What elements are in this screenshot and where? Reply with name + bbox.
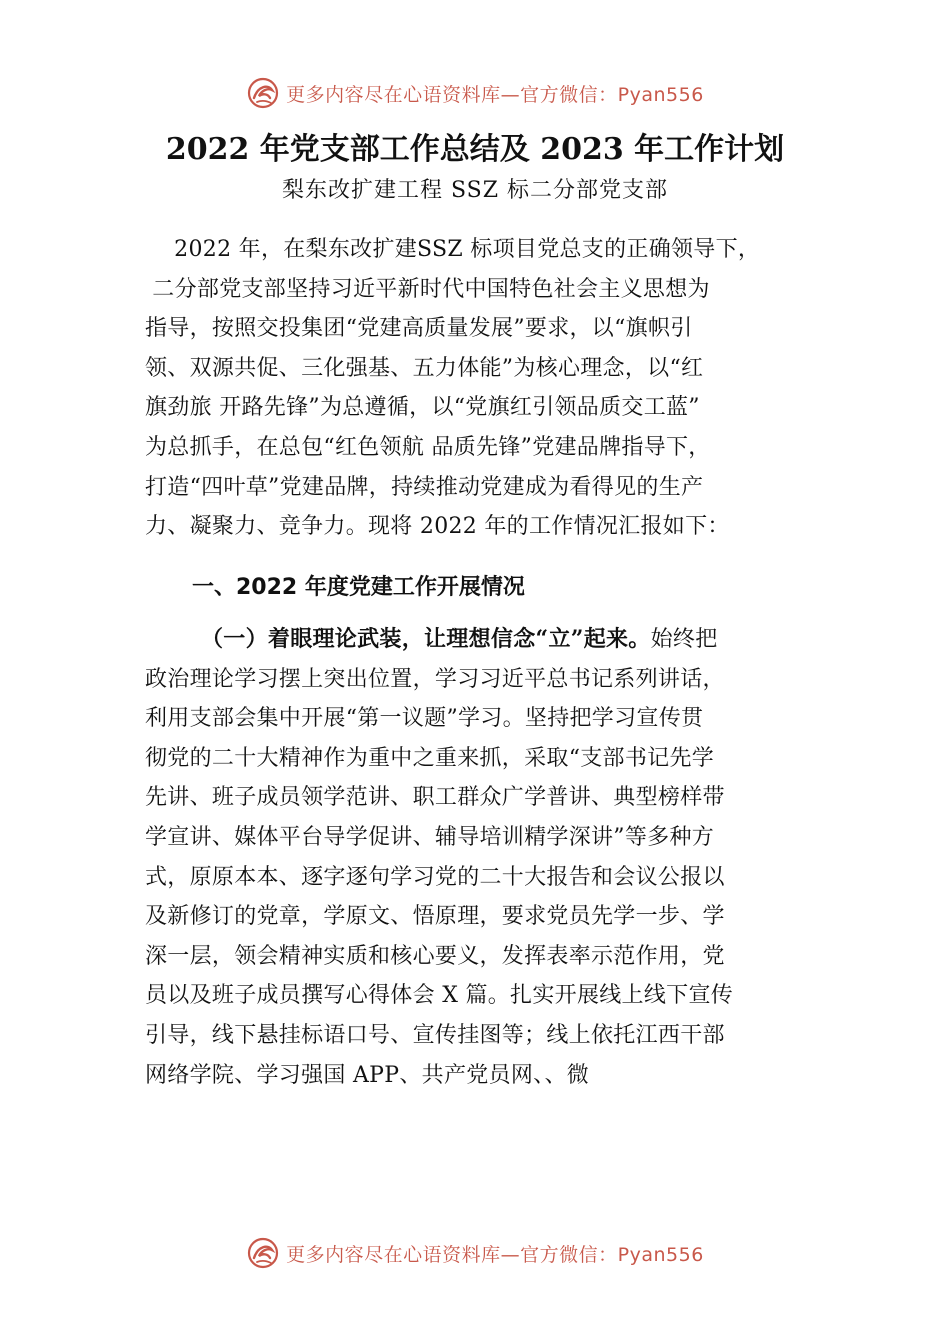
document-title: 2022 年党支部工作总结及 2023 年工作计划 <box>165 132 785 167</box>
swirl-logo-icon <box>246 76 280 110</box>
paragraph-line: 指导，按照交投集团“党建高质量发展”要求，以“旗帜引 <box>145 316 693 342</box>
paragraph-line: 式，原原本本、逐字逐句学习党的二十大报告和会议公报以 <box>145 864 725 890</box>
paragraph-line: 员以及班子成员撰写心得体会 X 篇。扎实开展线上线下宣传 <box>145 983 734 1009</box>
paragraph-line: 领、双源共促、三化强基、五力体能”为核心理念，以“红 <box>145 355 704 381</box>
section-heading: 一、2022 年度党建工作开展情况 <box>192 575 525 600</box>
watermark-text: 更多内容尽在心语资料库—官方微信：Pyan556 <box>286 1243 704 1266</box>
subsection-lead-rest: 始终把 <box>650 627 718 652</box>
section1-paragraph <box>145 620 817 1095</box>
paragraph-line: 及新修订的党章，学原文、悟原理，要求党员先学一步、学 <box>145 904 725 930</box>
paragraph-line: 2022 年，在梨东改扩建SSZ 标项目党总支的正确领导下， <box>145 237 761 262</box>
paragraph-line: 旗劲旅 开路先锋”为总遵循，以“党旗红引领品质交工蓝” <box>145 395 700 421</box>
paragraph-first-line <box>145 620 817 660</box>
paragraph-line: 力、凝聚力、竞争力。现将 2022 年的工作情况汇报如下： <box>145 514 730 540</box>
paragraph-line: 利用支部会集中开展“第一议题”学习。坚持把学习宣传贯 <box>145 706 704 732</box>
paragraph-line: 先讲、班子成员领学范讲、职工群众广学普讲、典型榜样带 <box>145 785 725 811</box>
paragraph-line: 政治理论学习摆上突出位置，学习习近平总书记系列讲话， <box>145 666 725 692</box>
watermark-footer <box>0 1236 950 1270</box>
paragraph-line: 为总抓手，在总包“红色领航 品质先锋”党建品牌指导下， <box>145 434 711 460</box>
paragraph-line: 打造“四叶草”党建品牌，持续推动党建成为看得见的生产 <box>145 474 704 500</box>
document-subtitle: 梨东改扩建工程 SSZ 标二分部党支部 <box>281 178 669 203</box>
paragraph-line: 彻党的二十大精神作为重中之重来抓，采取“支部书记先学 <box>145 745 715 771</box>
paragraph-line: 网络学院、学习强国 APP、共产党员网、、微 <box>145 1062 590 1088</box>
intro-paragraph <box>145 230 817 547</box>
paragraph-line: 深一层，领会精神实质和核心要义，发挥表率示范作用，党 <box>145 943 725 969</box>
paragraph-line: 学宣讲、媒体平台导学促讲、辅导培训精学深讲”等多种方 <box>145 824 715 850</box>
watermark-header <box>0 76 950 110</box>
swirl-logo-icon <box>246 1236 280 1270</box>
paragraph-line: 引导，线下悬挂标语口号、宣传挂图等；线上依托江西干部 <box>145 1022 725 1048</box>
watermark-text: 更多内容尽在心语资料库—官方微信：Pyan556 <box>286 83 704 106</box>
paragraph-line: 二分部党支部坚持习近平新时代中国特色社会主义思想为 <box>145 276 710 302</box>
subsection-lead: （一）着眼理论武装，让理想信念“立”起来。 <box>201 626 651 652</box>
